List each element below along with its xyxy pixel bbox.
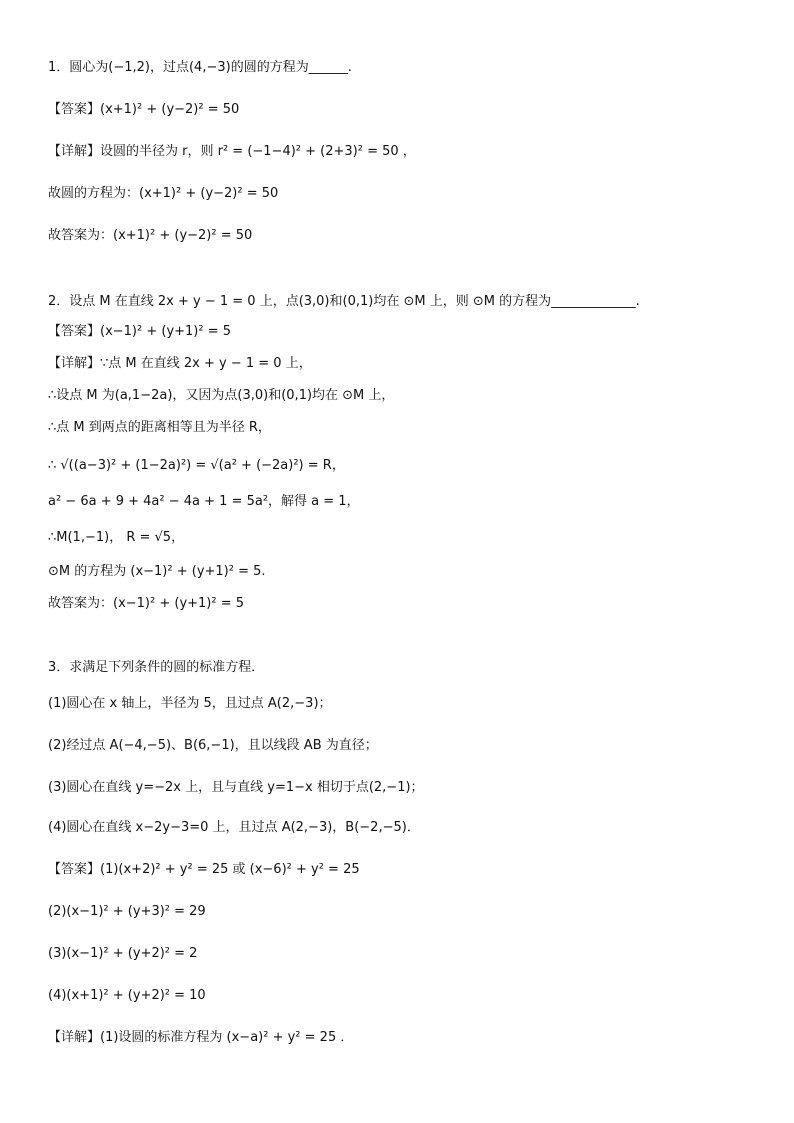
- q3-answer-4: (4)(x+1)² + (y+2)² = 10: [48, 988, 206, 1003]
- q2-question: 2．设点 M 在直线 2x + y − 1 = 0 上，点(3,0)和(0,1)均在 ⊙M 上，则 ⊙M 的方程为_____________.: [48, 294, 640, 309]
- q3-part-3: (3)圆心在直线 y=−2x 上，且与直线 y=1−x 相切于点(2,−1)；: [48, 780, 424, 795]
- q3-explanation-1: 【详解】(1)设圆的标准方程为 (x−a)² + y² = 25 ．: [48, 1030, 354, 1045]
- q2-final-answer: 故答案为：(x−1)² + (y+1)² = 5: [48, 596, 245, 611]
- q2-explanation-5: a² − 6a + 9 + 4a² − 4a + 1 = 5a²，解得 a = 1，: [48, 494, 360, 509]
- q2-explanation-3: ∴点 M 到两点的距离相等且为半径 R，: [48, 420, 271, 435]
- q1-answer: 【答案】(x+1)² + (y−2)² = 50: [48, 102, 240, 117]
- q3-part-1: (1)圆心在 x 轴上，半径为 5，且过点 A(2,−3)；: [48, 696, 332, 711]
- q1-explanation-1: 【详解】设圆的半径为 r，则 r² = (−1−4)² + (2+3)² = 50 ，: [48, 144, 416, 159]
- q2-explanation-6: ∴M(1,−1)， R = √5，: [48, 530, 185, 545]
- q2-explanation-7: ⊙M 的方程为 (x−1)² + (y+1)² = 5.: [48, 564, 266, 579]
- q2-explanation-4: ∴ √((a−3)² + (1−2a)²) = √(a² + (−2a)²) = R，: [48, 458, 345, 473]
- q3-answer-3: (3)(x−1)² + (y+2)² = 2: [48, 946, 198, 961]
- q1-explanation-2: 故圆的方程为：(x+1)² + (y−2)² = 50: [48, 186, 279, 201]
- q3-answer-2: (2)(x−1)² + (y+3)² = 29: [48, 904, 206, 919]
- q3-answer-1: 【答案】(1)(x+2)² + y² = 25 或 (x−6)² + y² = 25: [48, 862, 360, 877]
- q1-final-answer: 故答案为：(x+1)² + (y−2)² = 50: [48, 228, 253, 243]
- q2-explanation-1: 【详解】∵点 M 在直线 2x + y − 1 = 0 上，: [48, 356, 312, 371]
- q3-part-4: (4)圆心在直线 x−2y−3=0 上，且过点 A(2,−3)，B(−2,−5)．: [48, 820, 420, 835]
- q1-question: 1．圆心为(−1,2)，过点(4,−3)的圆的方程为______.: [48, 60, 352, 75]
- q2-answer: 【答案】(x−1)² + (y+1)² = 5: [48, 324, 232, 339]
- q3-question: 3．求满足下列条件的圆的标准方程．: [48, 660, 265, 675]
- q2-explanation-2: ∴设点 M 为(a,1−2a)，又因为点(3,0)和(0,1)均在 ⊙M 上，: [48, 388, 395, 403]
- q3-part-2: (2)经过点 A(−4,−5)、B(6,−1)，且以线段 AB 为直径；: [48, 738, 378, 753]
